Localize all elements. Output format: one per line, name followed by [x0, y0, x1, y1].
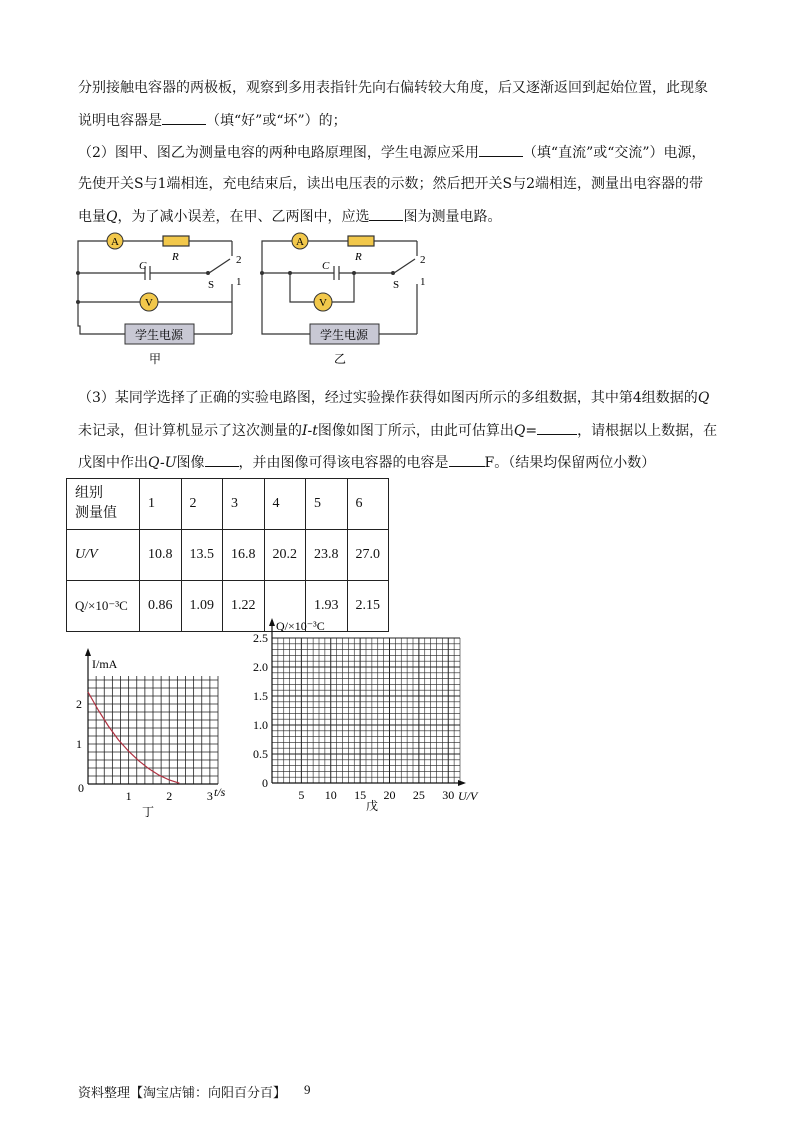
ding-x-tick: 0	[78, 781, 84, 795]
paragraph-line-7: 未记录，但计算机显示了这次测量的I-t图像如图丁所示，由此可估算出Q= ，请根据以上数据，在	[78, 420, 717, 441]
table-cell: 2	[181, 479, 223, 530]
table-cell: 4	[264, 479, 306, 530]
wu-x-tick: 10	[324, 788, 337, 802]
answer-blank-5[interactable]	[205, 452, 239, 467]
caption-ding: 丁	[141, 805, 155, 819]
wu-x-tick: 15	[354, 788, 367, 802]
svg-text:2: 2	[420, 254, 426, 266]
ammeter-jia	[107, 233, 123, 249]
table-row-u	[67, 530, 389, 581]
table-cell: 6	[347, 479, 389, 530]
paragraph-line-8: 戊图中作出Q-U图像 ，并由图像可得该电容器的电容是 F。（结果均保留两位小数）	[78, 452, 655, 473]
table-cell: 1	[140, 479, 182, 530]
svg-text:A: A	[296, 236, 304, 248]
wu-xlabel: U/V	[458, 789, 478, 803]
table-row-label: U/V	[67, 530, 140, 581]
answer-blank-2[interactable]	[479, 142, 523, 157]
ding-y-tick: 2	[76, 697, 82, 711]
ding-curve	[88, 692, 179, 783]
wu-y-tick: 2.0	[253, 660, 268, 674]
wu-x-tick: 5	[298, 788, 305, 802]
ding-x-tick: 1	[125, 789, 132, 803]
page-number: 9	[304, 1082, 311, 1097]
svg-text:S: S	[208, 279, 215, 291]
table-cell: 1.93	[306, 581, 348, 632]
paragraph-line-4: 先使开关S与1端相连，充电结束后，读出电压表的示数；然后把开关S与2端相连，测量出电容器的带	[78, 176, 703, 192]
table-row-header	[67, 479, 389, 530]
ammeter-yi	[292, 233, 308, 249]
table-cell: 23.8	[306, 530, 348, 581]
svg-text:A: A	[111, 236, 119, 248]
wu-y-arrow-icon	[269, 618, 275, 626]
svg-text:R: R	[355, 251, 362, 263]
table-cell: 1.22	[223, 581, 265, 632]
wu-y-tick: 1.5	[253, 689, 268, 703]
graph-wu-q-u	[246, 614, 496, 814]
answer-blank-6[interactable]	[449, 452, 485, 467]
ding-ylabel: I/mA	[92, 657, 118, 671]
table-cell: 2.15	[347, 581, 389, 632]
paragraph-line-6: （3）某同学选择了正确的实验电路图，经过实验操作获得如图丙所示的多组数据，其中第4组数据的Q	[78, 390, 710, 406]
svg-text:R: R	[172, 251, 179, 263]
table-cell: 0.86	[140, 581, 182, 632]
wu-y-tick: 0.5	[253, 747, 268, 761]
svg-text:1: 1	[236, 276, 242, 288]
svg-text:学生电源: 学生电源	[319, 328, 369, 342]
wu-x-arrow-icon	[458, 780, 466, 786]
table-cell: 3	[223, 479, 265, 530]
paragraph-line-5: 电量Q，为了减小误差，在甲、乙两图中，应选 图为测量电路。	[78, 206, 501, 227]
voltmeter-yi	[314, 293, 332, 311]
svg-text:1: 1	[420, 276, 426, 288]
wu-y-tick: 1.0	[253, 718, 268, 732]
table-cell: 5	[306, 479, 348, 530]
wu-y-tick: 0	[262, 776, 268, 790]
svg-text:S: S	[393, 279, 400, 291]
ding-y-arrow-icon	[85, 648, 91, 656]
answer-blank-1[interactable]	[162, 110, 206, 125]
wu-x-tick: 25	[412, 788, 425, 802]
wu-x-tick: 20	[383, 788, 396, 802]
table-cell: 13.5	[181, 530, 223, 581]
answer-blank-3[interactable]	[369, 206, 403, 221]
data-table	[66, 478, 389, 632]
paragraph-line-1: 分别接触电容器的两极板，观察到多用表指针先向右偏转较大角度，后又逐渐返回到起始位置，此现象	[78, 80, 708, 96]
svg-text:V: V	[145, 297, 153, 309]
table-row-label: Q/×10⁻³C	[67, 581, 140, 632]
wu-ylabel: Q/×10⁻³C	[276, 619, 325, 633]
ding-xlabel: t/s	[214, 785, 226, 799]
table-cell: 10.8	[140, 530, 182, 581]
table-cell: 20.2	[264, 530, 306, 581]
paragraph-line-2: 说明电容器是 （填“好”或“坏”）的；	[78, 110, 347, 131]
caption-jia: 甲	[148, 352, 162, 366]
table-cell: 16.8	[223, 530, 265, 581]
voltmeter-jia	[140, 293, 158, 311]
ding-y-tick: 1	[76, 737, 82, 751]
ding-x-tick: 3	[206, 789, 213, 803]
caption-yi: 乙	[333, 352, 347, 366]
footer-source: 资料整理【淘宝店铺：向阳百分百】	[78, 1086, 287, 1101]
svg-text:学生电源: 学生电源	[134, 328, 184, 342]
ding-x-tick: 2	[166, 789, 173, 803]
wu-y-tick: 2.5	[253, 631, 268, 645]
svg-text:2: 2	[236, 254, 242, 266]
table-header-cell: 组别 测量值	[67, 479, 140, 530]
svg-text:C: C	[322, 260, 330, 272]
graph-ding-i-t	[68, 646, 238, 822]
table-cell: 27.0	[347, 530, 389, 581]
table-cell: 1.09	[181, 581, 223, 632]
answer-blank-4[interactable]	[537, 420, 577, 435]
caption-wu: 戊	[365, 799, 379, 813]
wu-x-tick: 30	[442, 788, 455, 802]
paragraph-line-3: （2）图甲、图乙为测量电容的两种电路原理图，学生电源应采用 （填“直流”或“交流”）电源，	[78, 142, 706, 163]
svg-text:V: V	[319, 297, 327, 309]
circuit-diagrams	[70, 228, 450, 368]
svg-text:C: C	[139, 260, 147, 272]
